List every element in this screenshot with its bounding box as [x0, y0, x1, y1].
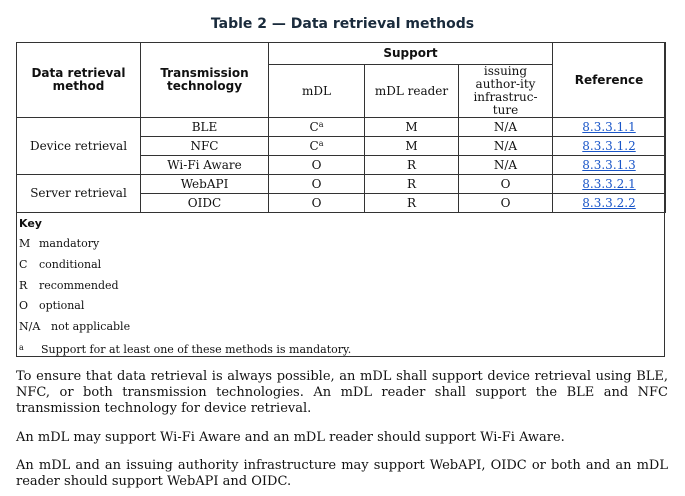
cell-mdl: O	[269, 194, 365, 213]
cell-reference	[553, 137, 666, 156]
cell-reader: R	[365, 175, 459, 194]
cell-tech: BLE	[141, 118, 269, 137]
header-reference: Reference	[553, 43, 666, 118]
cell-mdl: O	[269, 175, 365, 194]
key-footnote: a Support for at least one of these methods is mandatory.	[19, 342, 352, 356]
cell-reference	[553, 156, 666, 175]
header-technology: Transmission technology	[141, 43, 269, 118]
header-row-1	[17, 43, 666, 65]
cell-issuing: N/A	[459, 137, 553, 156]
cell-mdl: $C^a$	[269, 118, 365, 137]
key-item: N/A not applicable	[19, 320, 131, 334]
cell-reference	[553, 175, 666, 194]
cell-tech: Wi-Fi Aware	[141, 156, 269, 175]
header-support: Support	[269, 43, 553, 65]
reference-link[interactable]: 8.3.3.2.2	[582, 195, 636, 210]
cell-tech: WebAPI	[141, 175, 269, 194]
table-caption: Table 2 — Data retrieval methods	[210, 16, 475, 32]
cell-reader: R	[365, 156, 459, 175]
header-reader: mDL reader	[365, 65, 459, 118]
key-item: R recommended	[19, 278, 119, 292]
reference-link[interactable]: 8.3.3.2.1	[582, 176, 636, 191]
cell-issuing: N/A	[459, 118, 553, 137]
key-title: Key	[19, 217, 42, 230]
reference-link[interactable]: 8.3.3.1.3	[582, 157, 636, 172]
reference-link[interactable]: 8.3.3.1.1	[582, 119, 636, 134]
cell-reader: M	[365, 137, 459, 156]
paragraph-device-retrieval: To ensure that data retrieval is always possible, an mDL shall support device retrieval using BLE, NFC, or both transmission technologies. An mDL reader shall support the BLE and NFC transmission technology for device retrieval.	[16, 369, 668, 416]
group-device-retrieval: Device retrieval	[17, 118, 141, 175]
table-key	[19, 216, 659, 359]
cell-reader: M	[365, 118, 459, 137]
reference-link[interactable]: 8.3.3.1.2	[582, 138, 636, 153]
data-retrieval-table	[16, 42, 666, 213]
key-item: O optional	[19, 299, 85, 313]
cell-reader: R	[365, 194, 459, 213]
header-method: Data retrieval method	[17, 43, 141, 118]
paragraph-wifi-aware: An mDL may support Wi-Fi Aware and an mDL reader should support Wi-Fi Aware.	[16, 430, 565, 445]
paragraph-server-retrieval: An mDL and an issuing authority infrastructure may support WebAPI, OIDC or both and an mDL reader should support WebAPI and OIDC.	[16, 458, 668, 489]
table-row	[17, 175, 666, 194]
cell-tech: OIDC	[141, 194, 269, 213]
cell-reference	[553, 194, 666, 213]
cell-mdl: $C^a$	[269, 137, 365, 156]
cell-reference	[553, 118, 666, 137]
cell-issuing: O	[459, 175, 553, 194]
group-server-retrieval: Server retrieval	[17, 175, 141, 213]
header-issuing: issuing author-ity infrastruc-ture	[459, 65, 553, 118]
cell-issuing: O	[459, 194, 553, 213]
cell-tech: NFC	[141, 137, 269, 156]
cell-issuing: N/A	[459, 156, 553, 175]
table-row	[17, 118, 666, 137]
cell-mdl: O	[269, 156, 365, 175]
header-mdl: mDL	[269, 65, 365, 118]
key-item: M mandatory	[19, 237, 100, 250]
key-item: C conditional	[19, 257, 102, 271]
